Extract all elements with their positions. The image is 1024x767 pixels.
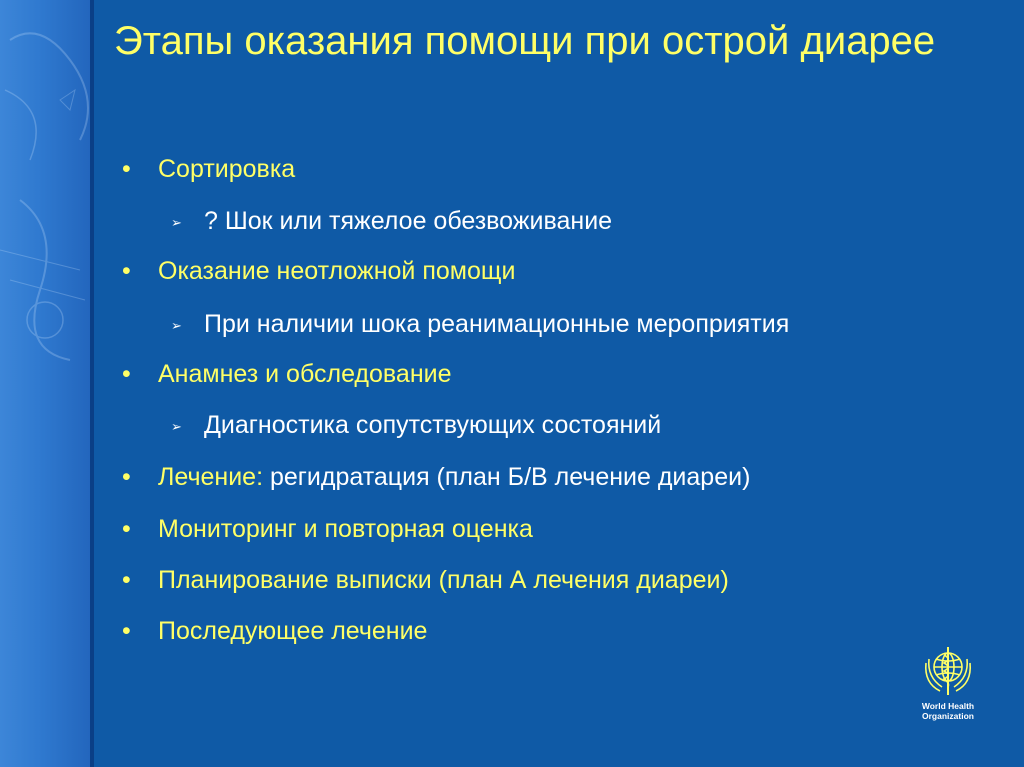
bullet-text: Планирование выписки (план А лечения диареи)	[158, 566, 729, 594]
sub-bullet-text: ? Шок или тяжелое обезвоживание	[204, 207, 613, 235]
arrow-bullet-icon: ➢	[171, 318, 182, 333]
bullet-dot-icon: •	[122, 360, 131, 388]
arrow-bullet-icon: ➢	[171, 215, 182, 230]
slide	[94, 0, 1024, 767]
decorative-side-band	[0, 0, 90, 767]
bullet-text: Последующее лечение	[158, 617, 428, 645]
bullet-dot-icon: •	[122, 463, 131, 491]
slide-title: Этапы оказания помощи при острой диарее	[114, 19, 936, 63]
who-logo-text	[913, 702, 983, 722]
bullet-text: Лечение: регидратация (план Б/В лечение диареи)	[158, 463, 751, 491]
decorative-background-art	[0, 0, 90, 767]
who-logo	[913, 643, 983, 733]
who-emblem-icon	[920, 643, 976, 699]
bullet-list	[94, 0, 1024, 767]
bullet-text: Анамнез и обследование	[158, 360, 452, 388]
bullet-dot-icon: •	[122, 566, 131, 594]
bullet-dot-icon: •	[122, 515, 131, 543]
who-logo-line1: World Health	[921, 701, 975, 711]
bullet-text: Сортировка	[158, 155, 296, 183]
bullet-text: Мониторинг и повторная оценка	[158, 515, 533, 543]
bullet-dot-icon: •	[122, 155, 131, 183]
sub-bullet-text: Диагностика сопутствующих состояний	[204, 411, 662, 439]
bullet-dot-icon: •	[122, 257, 131, 285]
sub-bullet-text: При наличии шока реанимационные мероприятия	[204, 310, 790, 338]
arrow-bullet-icon: ➢	[171, 419, 182, 434]
who-logo-line2: Organization	[922, 710, 974, 721]
bullet-dot-icon: •	[122, 617, 131, 645]
bullet-text: Оказание неотложной помощи	[158, 257, 516, 285]
